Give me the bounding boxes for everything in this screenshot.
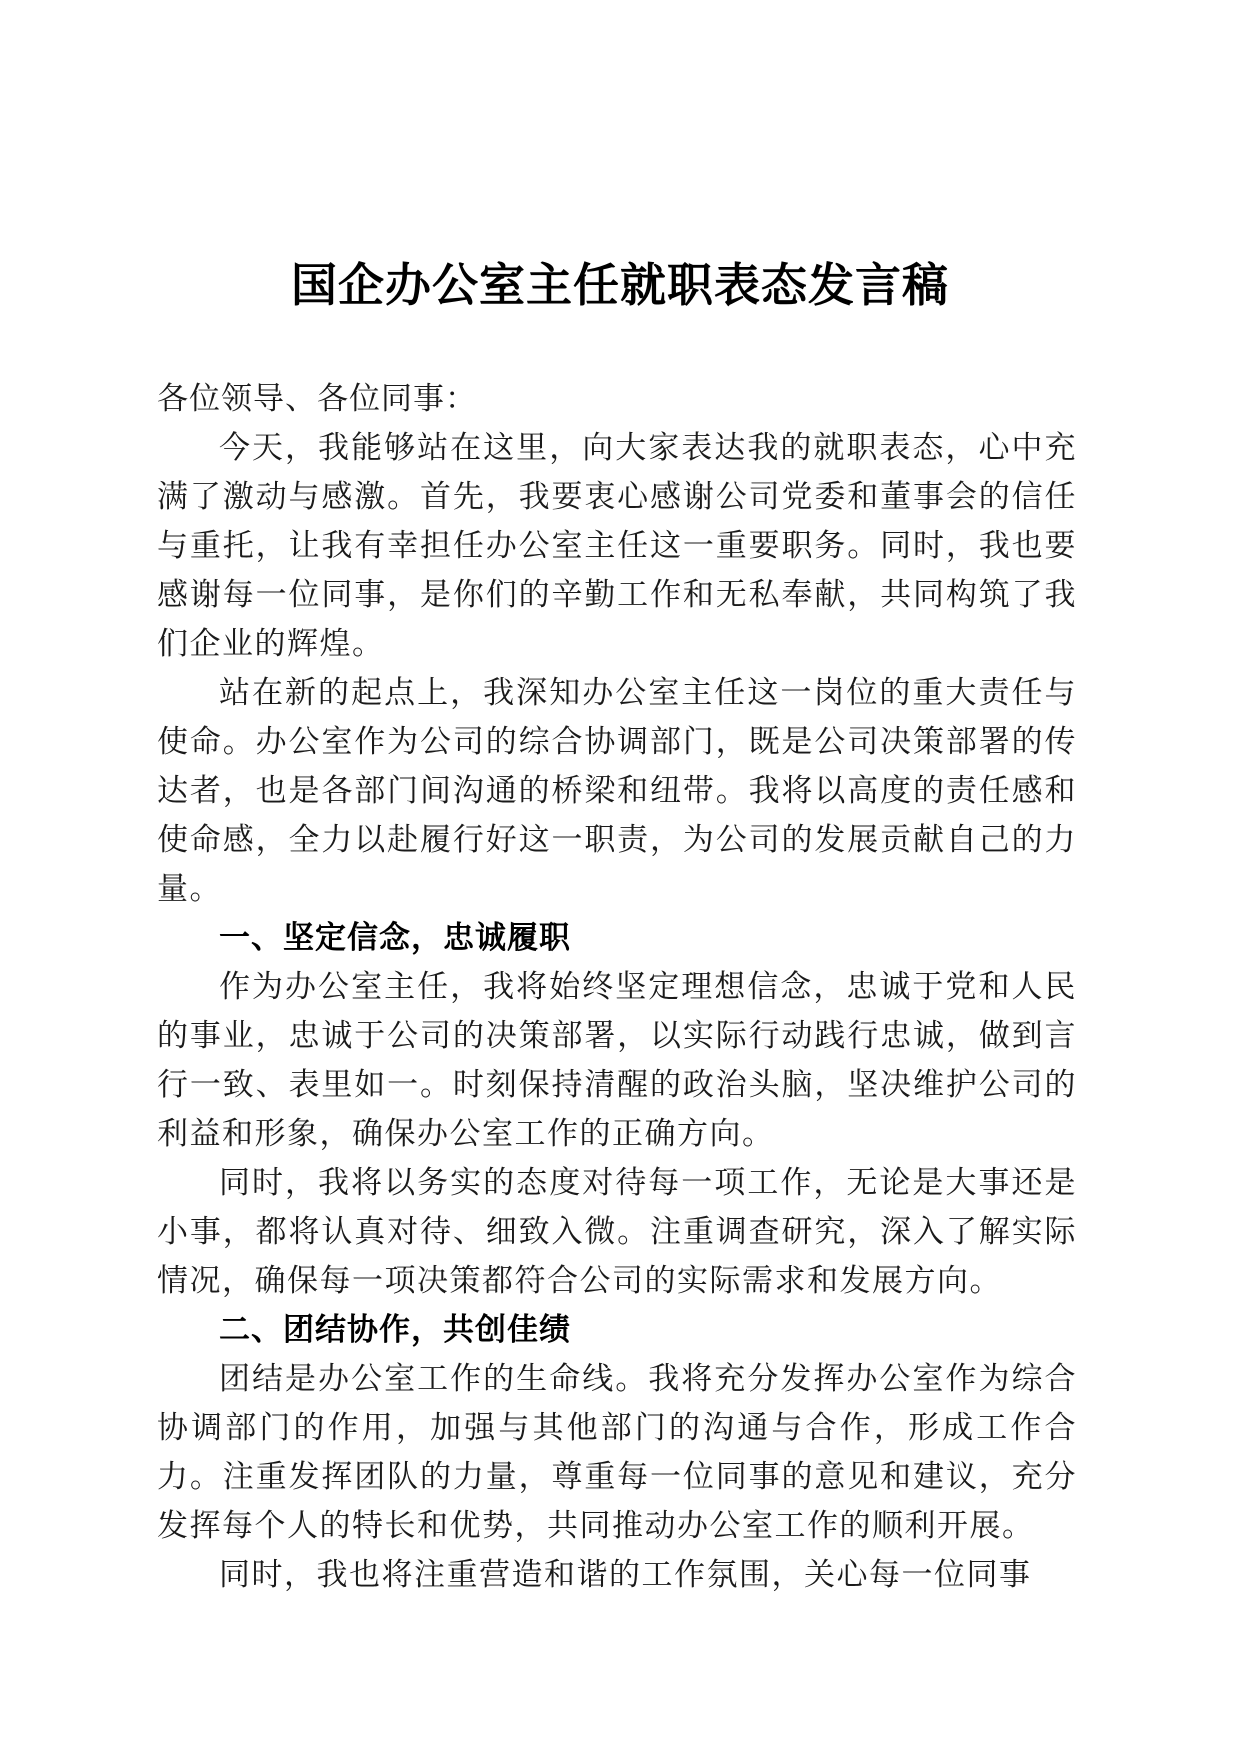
document-body bbox=[157, 375, 1077, 1600]
greeting: 各位领导、各位同事： bbox=[157, 381, 477, 417]
section-1-heading: 一、坚定信念，忠诚履职 bbox=[219, 920, 571, 956]
section-2-paragraph-2: 同时，我也将注重营造和谐的工作氛围，关心每一位同事 bbox=[219, 1557, 1032, 1593]
section-1-paragraph-1: 作为办公室主任，我将始终坚定理想信念，忠诚于党和人民的事业，忠诚于公司的决策部署，以实际行动践行忠诚，做到言行一致、表里如一。时刻保持清醒的政治头脑，坚决维护公司的利益和形象，确保办公室工作的正确方向。 bbox=[157, 969, 1077, 1152]
intro-paragraph-1: 今天，我能够站在这里，向大家表达我的就职表态，心中充满了激动与感激。首先，我要衷心感谢公司党委和董事会的信任与重托，让我有幸担任办公室主任这一重要职务。同时，我也要感谢每一位同事，是你们的辛勤工作和无私奉献，共同构筑了我们企业的辉煌。 bbox=[157, 430, 1077, 662]
section-1-paragraph-2: 同时，我将以务实的态度对待每一项工作，无论是大事还是小事，都将认真对待、细致入微。注重调查研究，深入了解实际情况，确保每一项决策都符合公司的实际需求和发展方向。 bbox=[157, 1165, 1077, 1299]
intro-paragraph-2: 站在新的起点上，我深知办公室主任这一岗位的重大责任与使命。办公室作为公司的综合协调部门，既是公司决策部署的传达者，也是各部门间沟通的桥梁和纽带。我将以高度的责任感和使命感，全力以赴履行好这一职责，为公司的发展贡献自己的力量。 bbox=[157, 675, 1077, 907]
document-title: 国企办公室主任就职表态发言稿 bbox=[291, 258, 949, 312]
section-2-heading: 二、团结协作，共创佳绩 bbox=[219, 1312, 571, 1348]
section-2-paragraph-1: 团结是办公室工作的生命线。我将充分发挥办公室作为综合协调部门的作用，加强与其他部门的沟通与合作，形成工作合力。注重发挥团队的力量，尊重每一位同事的意见和建议，充分发挥每个人的特长和优势，共同推动办公室工作的顺利开展。 bbox=[157, 1361, 1077, 1544]
